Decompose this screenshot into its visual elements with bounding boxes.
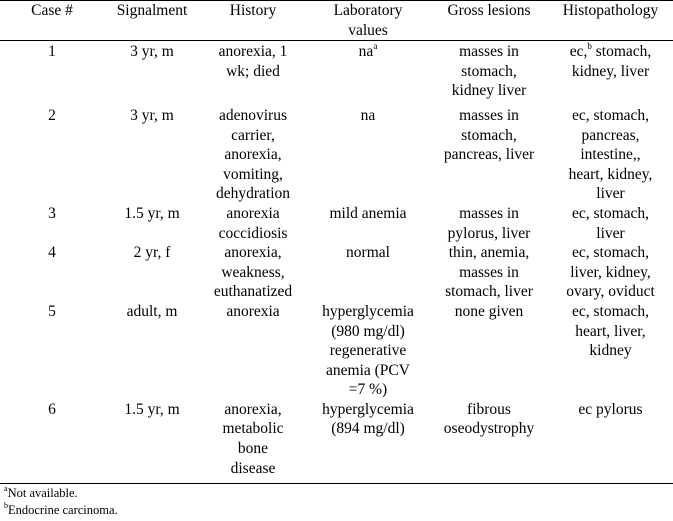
laboratory-values xyxy=(306,400,430,478)
gross-line: masses in xyxy=(459,43,519,61)
gross-line: fibrous xyxy=(467,400,511,418)
table-row xyxy=(0,204,673,243)
gross-line: thin, anemia, xyxy=(448,244,530,262)
lab-line: anemia (PCV xyxy=(326,361,410,379)
histo-line: intestine,, xyxy=(580,146,641,164)
case-number: 4 xyxy=(48,244,56,262)
histopathology xyxy=(548,106,673,204)
gross-line: masses in xyxy=(459,263,519,281)
table-row xyxy=(0,40,673,106)
laboratory-values xyxy=(306,243,430,302)
signalment: 1.5 yr, m xyxy=(124,400,180,418)
lab-line: (980 mg/dl) xyxy=(331,322,405,340)
history-line: weakness, xyxy=(221,263,285,281)
history-line: euthanatized xyxy=(213,283,293,301)
header-lab-values: Laboratory values xyxy=(333,2,403,39)
lab-line: (894 mg/dl) xyxy=(331,420,405,438)
histo-line: ec pylorus xyxy=(578,400,643,418)
signalment: adult, m xyxy=(126,302,178,320)
histo-line: liver xyxy=(596,185,625,203)
header-histopathology: Histopathology xyxy=(562,2,659,19)
history-line: anorexia, xyxy=(224,400,282,418)
histo-line: ec, stomach, xyxy=(571,244,650,262)
history-line: disease xyxy=(230,459,276,477)
histo-line: liver xyxy=(596,224,625,242)
header-history: History xyxy=(229,2,277,19)
histopathology xyxy=(548,204,673,243)
histo-line: pancreas, xyxy=(581,126,640,144)
gross-line: none given xyxy=(454,302,524,320)
gross-lesions xyxy=(430,302,548,400)
history xyxy=(200,400,306,478)
case-table xyxy=(0,1,673,478)
gross-line: stomach, xyxy=(461,126,517,144)
histo-line: heart, liver, xyxy=(575,322,646,340)
history-line: carrier, xyxy=(231,126,275,144)
lab-line: regenerative xyxy=(329,342,407,360)
laboratory-values xyxy=(306,40,430,106)
case-number: 6 xyxy=(48,400,56,418)
lab-line: mild anemia xyxy=(329,204,407,222)
gross-lesions xyxy=(430,400,548,478)
histo-line: kidney xyxy=(589,342,632,360)
signalment: 3 yr, m xyxy=(130,106,174,124)
history-line: dehydration xyxy=(215,185,291,203)
histo-line: kidney, liver xyxy=(571,62,650,80)
header-case: Case # xyxy=(31,2,73,19)
gross-lesions xyxy=(430,106,548,204)
history-line: wk; died xyxy=(226,62,280,80)
case-number: 1 xyxy=(48,43,56,61)
table-row xyxy=(0,400,673,478)
histopathology xyxy=(548,40,673,106)
table-row xyxy=(0,106,673,204)
histo-line: ec, stomach, xyxy=(571,106,650,124)
table-row xyxy=(0,243,673,302)
gross-line: masses in xyxy=(459,106,519,124)
gross-lesions xyxy=(430,40,548,106)
header-row xyxy=(0,1,673,40)
gross-line: kidney liver xyxy=(451,82,527,100)
histo-line: heart, kidney, xyxy=(568,165,653,183)
history-line: metabolic xyxy=(222,420,284,438)
case-number: 2 xyxy=(48,106,56,124)
lab-line: hyperglycemia xyxy=(322,302,414,320)
history-line: anorexia xyxy=(226,302,280,320)
gross-line: pylorus, liver xyxy=(447,224,531,242)
history-line: coccidiosis xyxy=(218,224,288,242)
histo-line: liver, kidney, xyxy=(570,263,651,281)
history-line: anorexia xyxy=(226,204,280,222)
signalment: 2 yr, f xyxy=(133,244,171,262)
lab-line: =7 %) xyxy=(348,381,388,399)
case-number: 3 xyxy=(48,204,56,222)
lab-line: hyperglycemia xyxy=(322,400,414,418)
footnotes xyxy=(4,485,118,519)
gross-line: pancreas, liver xyxy=(443,146,535,164)
gross-line: oseodystrophy xyxy=(443,420,535,438)
histo-line: ec,$^b$ stomach, xyxy=(569,41,652,61)
history xyxy=(200,204,306,243)
lab-line: $na^a$ xyxy=(358,41,378,61)
history-line: anorexia, xyxy=(224,146,282,164)
signalment: 1.5 yr, m xyxy=(124,204,180,222)
histopathology xyxy=(548,243,673,302)
histo-line: ec, stomach, xyxy=(571,204,650,222)
header-gross-lesions: Gross lesions xyxy=(447,2,531,19)
table-row xyxy=(0,302,673,400)
header-signalment: Signalment xyxy=(116,2,188,19)
footnote-a: $^a$Not available. xyxy=(4,483,78,500)
history xyxy=(200,40,306,106)
signalment: 3 yr, m xyxy=(130,43,174,61)
gross-line: stomach, liver xyxy=(445,283,533,301)
histo-line: ec, stomach, xyxy=(571,302,650,320)
history-line: vomiting, xyxy=(223,165,283,183)
lab-line: na xyxy=(360,106,376,124)
footnote-b: $^b$Endocrine carcinoma. xyxy=(4,500,118,517)
gross-lesions xyxy=(430,243,548,302)
history-line: anorexia, 1 xyxy=(218,43,288,61)
history xyxy=(200,243,306,302)
laboratory-values xyxy=(306,106,430,204)
history xyxy=(200,106,306,204)
histo-line: ovary, oviduct xyxy=(566,283,655,301)
history xyxy=(200,302,306,400)
gross-line: masses in xyxy=(459,204,519,222)
gross-lesions xyxy=(430,204,548,243)
history-line: bone xyxy=(237,440,269,458)
history-line: adenovirus xyxy=(218,106,287,124)
case-number: 5 xyxy=(48,302,56,320)
histopathology xyxy=(548,400,673,478)
gross-line: stomach, xyxy=(461,62,517,80)
table-bottom-rule xyxy=(0,483,673,484)
histopathology xyxy=(548,302,673,400)
history-line: anorexia, xyxy=(224,244,282,262)
lab-line: normal xyxy=(346,244,390,262)
laboratory-values xyxy=(306,302,430,400)
laboratory-values xyxy=(306,204,430,243)
